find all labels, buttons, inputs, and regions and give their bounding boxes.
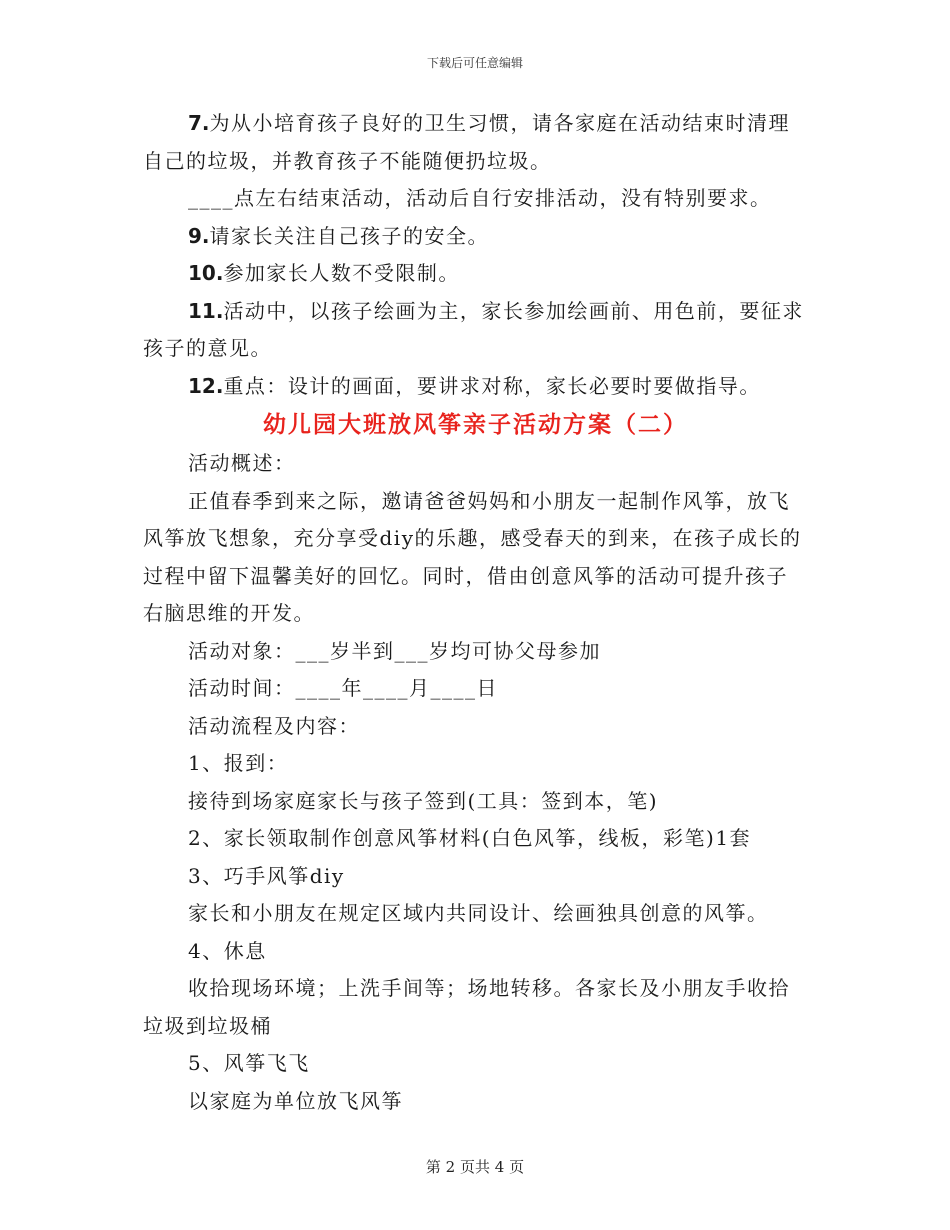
list-item-9: [143, 218, 808, 256]
page-footer: 第 2 页共 4 页: [425, 1158, 525, 1176]
process-heading: 活动流程及内容：: [188, 713, 360, 738]
item-text: 参加家长人数不受限制。: [223, 261, 460, 285]
step-5: 5、风筝飞飞: [188, 1051, 310, 1075]
item-text: 重点：设计的画面，要讲求对称，家长必要时要做指导。: [223, 373, 761, 398]
section-title: 幼儿园大班放风筝亲子活动方案（二）: [263, 411, 688, 438]
step-5-detail: 以家庭为单位放飞风筝: [188, 1088, 403, 1113]
step-4: 4、休息: [188, 938, 267, 963]
overview-text: 正值春季到来之际，邀请爸爸妈妈和小朋友一起制作风筝，放飞风筝放飞想象，充分享受diy的乐趣，感受春天的到来，在孩子成长的过程中留下温馨美好的回忆。同时，借由创意风筝的活动可提升孩子右脑思维的开发。: [143, 488, 802, 625]
item-number: 12.: [188, 373, 224, 398]
list-item-11: [143, 293, 808, 368]
step-3: 3、巧手风筝diy: [188, 863, 345, 888]
item-text: 请家长关注自己孩子的安全。: [209, 223, 490, 248]
step-4-detail: 收拾现场环境；上洗手间等；场地转移。各家长及小朋友手收拾垃圾到垃圾桶: [143, 976, 790, 1038]
item-text: 活动中，以孩子绘画为主，家长参加绘画前、用色前，要征求孩子的意见。: [143, 298, 804, 360]
page-header: 下载后可任意编辑: [426, 56, 523, 70]
item-number: 7.: [188, 111, 210, 135]
step-3-detail: 家长和小朋友在规定区域内共同设计、绘画独具创意的风筝。: [188, 901, 769, 925]
overview-heading: 活动概述：: [188, 451, 296, 475]
step-2: 2、家长领取制作创意风筝材料(白色风筝，线板，彩笔)1套: [188, 826, 752, 850]
list-item-7: [143, 105, 808, 180]
step-1-detail: 接待到场家庭家长与孩子签到(工具：签到本，笔): [188, 788, 659, 813]
list-item-8: [143, 180, 808, 218]
list-item-12: [143, 368, 808, 406]
item-number: 11.: [188, 298, 224, 323]
item-number: 10.: [188, 261, 224, 285]
list-item-10: [143, 255, 808, 293]
document-body: [143, 105, 808, 1120]
item-text: ____点左右结束活动，活动后自行安排活动，没有特别要求。: [188, 186, 772, 210]
activity-target: 活动对象：___岁半到___岁均可协父母参加: [188, 638, 601, 663]
item-text: 为从小培育孩子良好的卫生习惯，请各家庭在活动结束时清理自己的垃圾，并教育孩子不能随便扔垃圾。: [143, 111, 791, 173]
item-number: 9.: [188, 223, 210, 248]
step-1: 1、报到：: [188, 751, 289, 775]
activity-time: 活动时间：____年____月____日: [188, 676, 498, 700]
